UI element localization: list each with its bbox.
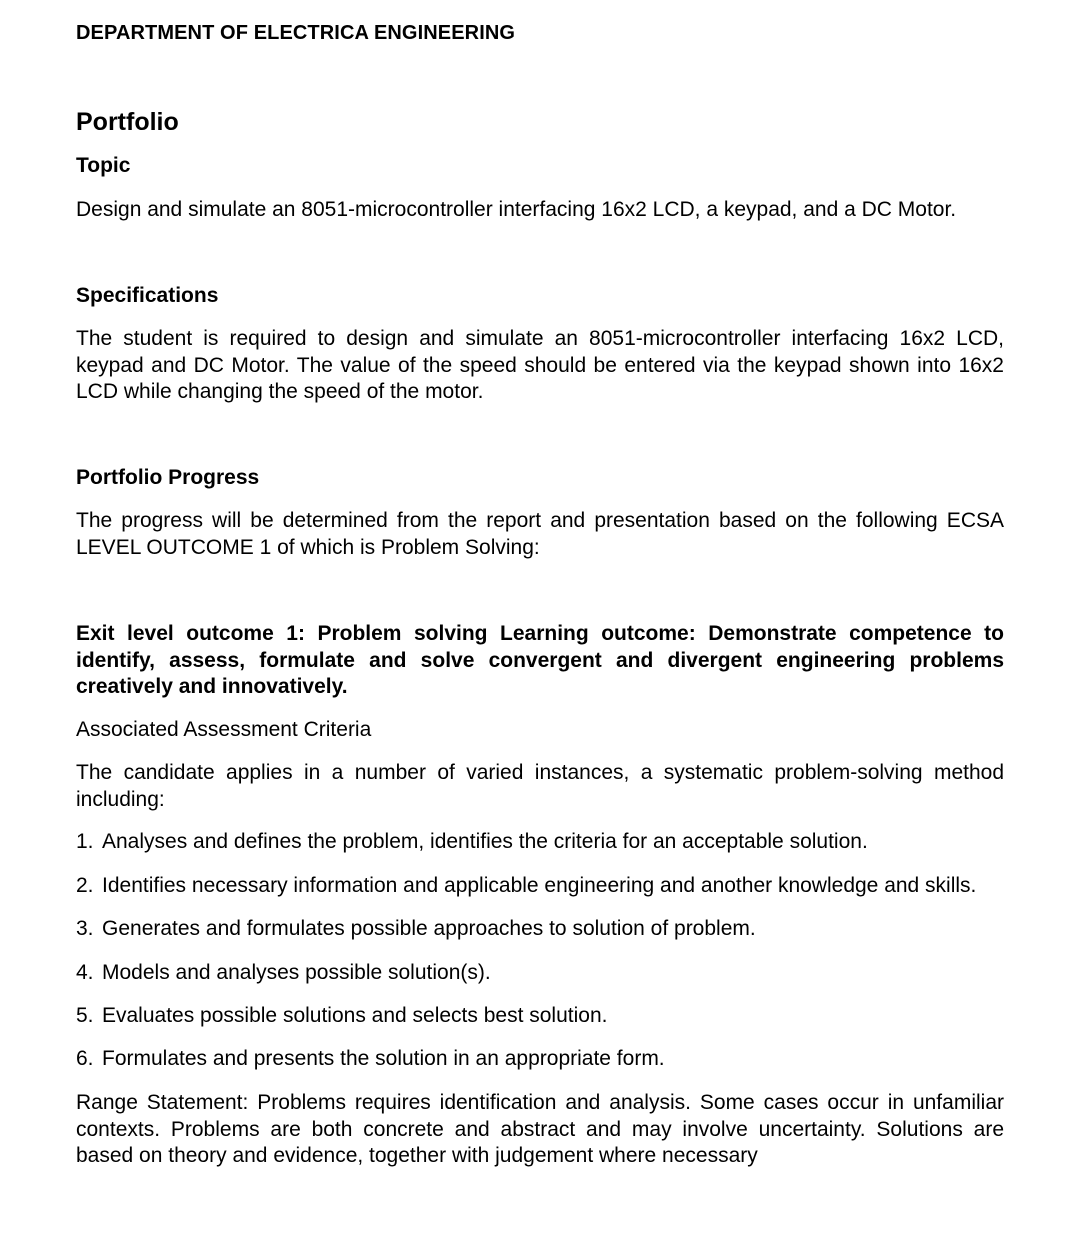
exit-level-outcome: Exit level outcome 1: Problem solving Learning outcome: Demonstrate competence to identify, assess, formulate and solve convergent and divergent engineering problems creatively and innovatively.: [76, 622, 1004, 698]
list-text: Identifies necessary information and applicable engineering and another knowledge and skills.: [102, 874, 977, 897]
list-text: Formulates and presents the solution in an appropriate form.: [102, 1047, 665, 1070]
specifications-heading: Specifications: [76, 284, 219, 307]
range-statement: Range Statement: Problems requires identification and analysis. Some cases occur in unfamiliar contexts. Problems are both concrete and abstract and may involve uncertainty. Solutions are based on theory and evidence, together with judgement where necessary: [76, 1091, 1004, 1167]
criteria-heading: Associated Assessment Criteria: [76, 718, 372, 741]
criteria-list-item: [76, 829, 868, 855]
list-text: Analyses and defines the problem, identifies the criteria for an acceptable solution.: [102, 830, 868, 853]
criteria-list-item: [76, 960, 491, 986]
topic-text: Design and simulate an 8051-microcontroller interfacing 16x2 LCD, a keypad, and a DC Motor.: [76, 198, 957, 221]
list-number: 2.: [76, 874, 94, 897]
list-text: Evaluates possible solutions and selects best solution.: [102, 1004, 608, 1027]
criteria-list-item: [76, 873, 976, 899]
list-number: 3.: [76, 917, 94, 940]
criteria-list-item: [76, 1046, 665, 1072]
list-text: Generates and formulates possible approaches to solution of problem.: [102, 917, 756, 940]
criteria-list-item: [76, 916, 756, 942]
department-header: DEPARTMENT OF ELECTRICA ENGINEERING: [76, 22, 516, 44]
list-number: 4.: [76, 961, 94, 984]
list-number: 5.: [76, 1004, 94, 1027]
topic-heading: Topic: [76, 154, 131, 177]
list-text: Models and analyses possible solution(s).: [102, 961, 491, 984]
list-number: 1.: [76, 830, 94, 853]
progress-heading: Portfolio Progress: [76, 466, 260, 489]
progress-text: The progress will be determined from the report and presentation based on the following ECSA LEVEL OUTCOME 1 of which is Problem Solving:: [76, 509, 1004, 559]
specifications-text: The student is required to design and simulate an 8051-microcontroller interfacing 16x2 LCD, keypad and DC Motor. The value of the speed should be entered via the keypad shown into 16x2 LCD while changing the speed of the motor.: [76, 327, 1004, 403]
criteria-list-item: [76, 1003, 607, 1029]
page-title: Portfolio: [76, 108, 179, 136]
criteria-intro: The candidate applies in a number of varied instances, a systematic problem-solving method including:: [76, 761, 1004, 811]
list-number: 6.: [76, 1047, 94, 1070]
